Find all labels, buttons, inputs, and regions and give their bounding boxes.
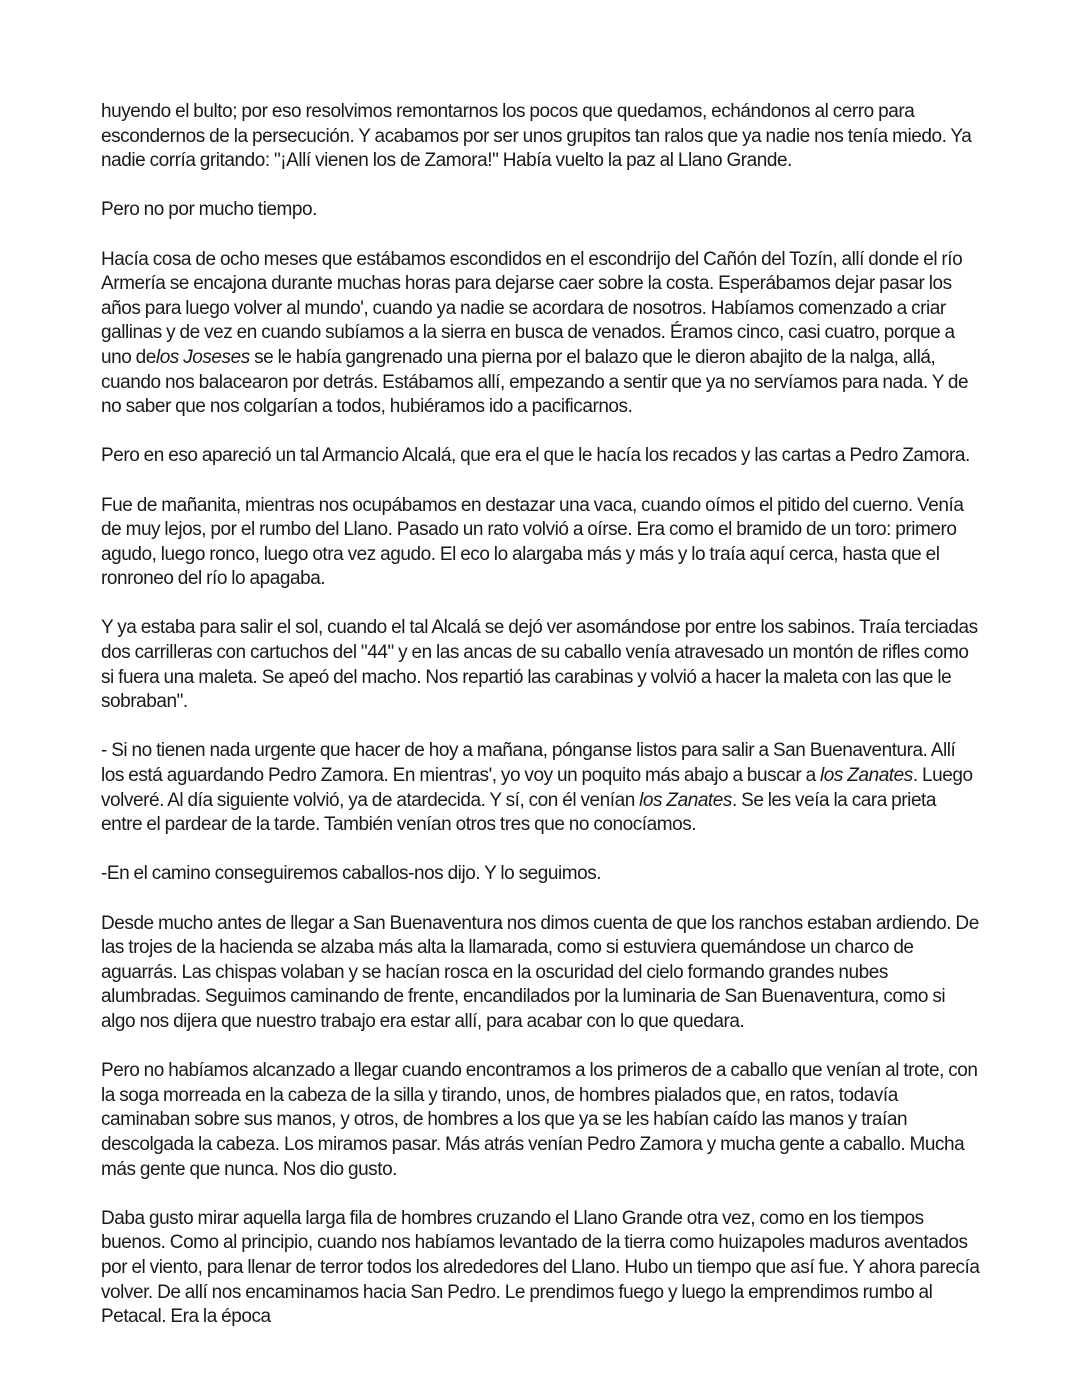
text-run: Pero no habíamos alcanzado a llegar cuando encontramos a los primeros de a caballo que venían al trote, con la soga morreada en la cabeza de la silla y tirando, unos, de hombres pialados que, en ratos, todavía caminaban sobre sus manos, y otros, de hombres a los que ya se les habían caído las manos y traían descolgada la cabeza. Los miramos pasar. Más atrás venían Pedro Zamora y mucha gente a caballo. Mucha más gente que nunca. Nos dio gusto. bbox=[101, 1060, 978, 1180]
paragraph bbox=[101, 1207, 981, 1330]
document-page bbox=[101, 100, 981, 1330]
italic-text-run: los Joseses bbox=[155, 346, 250, 368]
paragraph bbox=[101, 198, 981, 223]
paragraph bbox=[101, 248, 981, 420]
paragraph bbox=[101, 494, 981, 592]
text-run: -En el camino conseguiremos caballos-nos dijo. Y lo seguimos. bbox=[101, 863, 602, 885]
paragraph bbox=[101, 862, 981, 887]
text-run: Hacía cosa de ocho meses que estábamos escondidos en el escondrijo del Cañón del Tozín, allí donde el río Armería se encajona durante muchas horas para dejarse caer sobre la costa. Esperábamos dejar pasar los años para luego volver al mundo', cuando ya nadie se acordara de nosotros. Habíamos comenzado a criar gallinas y de vez en cuando subíamos a la sierra en busca de venados. Éramos cinco, casi cuatro, porque a uno de bbox=[101, 248, 963, 368]
text-run: se le había gangrenado una pierna por el balazo que le dieron abajito de la nalga, allá, cuando nos balacearon por detrás. Estábamos allí, empezando a sentir que ya no servíamos para nada. Y de no saber que nos colgarían a todos, hubiéramos ido a pacificarnos. bbox=[101, 346, 969, 418]
italic-text-run: los Zanates bbox=[820, 765, 913, 787]
text-run: Daba gusto mirar aquella larga fila de hombres cruzando el Llano Grande otra vez, como en los tiempos buenos. Como al principio, cuando nos habíamos levantado de la tierra como huizapoles maduros aventados por el viento, para llenar de terror todos los alrededores del Llano. Hubo un tiempo que así fue. Y ahora parecía volver. De allí nos encaminamos hacia San Pedro. Le prendimos fuego y luego la emprendimos rumbo al Petacal. Era la época bbox=[101, 1207, 980, 1328]
text-run: Fue de mañanita, mientras nos ocupábamos en destazar una vaca, cuando oímos el pitido del cuerno. Venía de muy lejos, por el rumbo del Llano. Pasado un rato volvió a oírse. Era como el bramido de un toro: primero agudo, luego ronco, luego otra vez agudo. El eco lo alargaba más y más y lo traía aquí cerca, hasta que el ronroneo del río lo apagaba. bbox=[101, 494, 964, 590]
text-run: Y ya estaba para salir el sol, cuando el tal Alcalá se dejó ver asomándose por entre los sabinos. Traía terciadas dos carrilleras con cartuchos del "44" y en las ancas de su caballo venía atravesado un montón de rifles como si fuera una maleta. Se apeó del macho. Nos repartió las carabinas y volvió a hacer la maleta con las que le sobraban". bbox=[101, 617, 978, 713]
paragraph bbox=[101, 616, 981, 714]
paragraph bbox=[101, 444, 981, 469]
paragraph bbox=[101, 100, 981, 174]
text-run: huyendo el bulto; por eso resolvimos remontarnos los pocos que quedamos, echándonos al cerro para escondernos de la persecución. Y acabamos por ser unos grupitos tan ralos que ya nadie nos tenía miedo. Ya nadie corría gritando: "¡Allí vienen los de Zamora!" Había vuelto la paz al Llano Grande. bbox=[101, 101, 972, 172]
text-run: Desde mucho antes de llegar a San Buenaventura nos dimos cuenta de que los ranchos estaban ardiendo. De las trojes de la hacienda se alzaba más alta la llamarada, como si estuviera quemándose un charco de aguarrás. Las chispas volaban y se hacían rosca en la oscuridad del cielo formando grandes nubes alumbradas. Seguimos caminando de frente, encandilados por la luminaria de San Buenaventura, como si algo nos dijera que nuestro trabajo era estar allí, para acabar con lo que quedara. bbox=[101, 912, 979, 1032]
text-run: . Luego volveré. Al día siguiente volvió, ya de atardecida. Y sí, con él venían bbox=[101, 765, 973, 811]
paragraph bbox=[101, 739, 981, 837]
italic-text-run: los Zanates bbox=[639, 789, 732, 811]
text-run: Pero no por mucho tiempo. bbox=[101, 199, 317, 221]
text-run: . Se les veía la cara prieta entre el pardear de la tarde. También venían otros tres que no conocíamos. bbox=[101, 789, 937, 836]
paragraph bbox=[101, 912, 981, 1035]
text-run: - Si no tienen nada urgente que hacer de hoy a mañana, pónganse listos para salir a San Buenaventura. Allí los está aguardando Pedro Zamora. En mientras', yo voy un poquito más abajo a buscar a bbox=[101, 740, 956, 787]
text-run: Pero en eso apareció un tal Armancio Alcalá, que era el que le hacía los recados y las cartas a Pedro Zamora. bbox=[101, 445, 970, 467]
paragraph bbox=[101, 1059, 981, 1182]
